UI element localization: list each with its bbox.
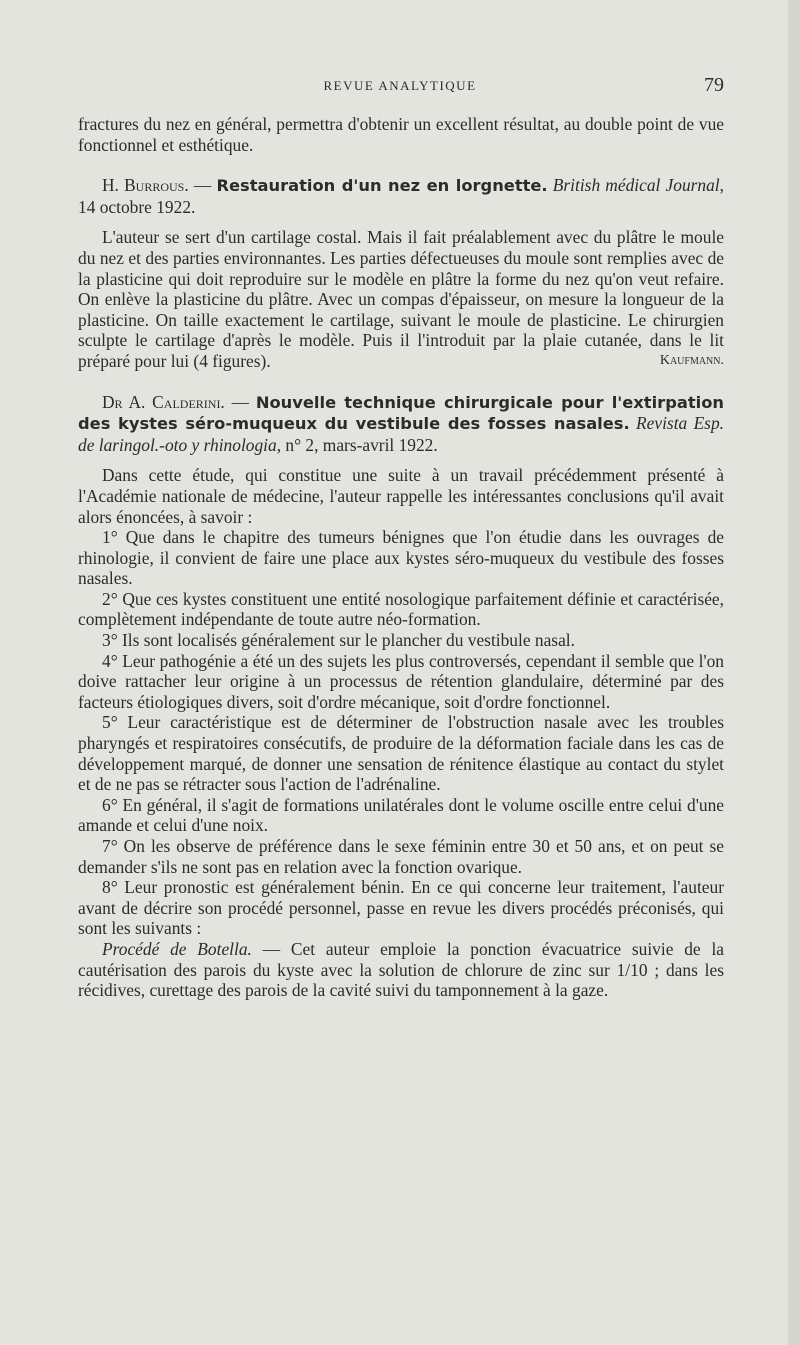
article-1-paragraph (78, 227, 724, 371)
article-1-citation (78, 175, 724, 217)
article-1-author: H. Burrous. (102, 175, 189, 196)
procedure-label: Procédé de Botella. (102, 938, 252, 959)
page-number: 79 (704, 74, 724, 96)
article-2-paragraph: 1° Que dans le chapitre des tumeurs bénignes que l'on étudie dans les ouvrages de rhinologie, il convient de faire une place aux kystes séro-muqueux du vestibule des fosses nasales. (78, 527, 724, 589)
article-2-paragraph: 8° Leur pronostic est généralement bénin. En ce qui concerne leur traitement, l'auteur avant de décrire son procédé personnel, passe en revue les divers procédés préconisés, qui sont les suivants : (78, 877, 724, 939)
page-header (76, 74, 724, 98)
article-2-paragraph: 3° Ils sont localisés généralement sur le plancher du vestibule nasal. (102, 630, 575, 651)
article-1-title: Restauration d'un nez en lorgnette. (216, 176, 548, 196)
intro-paragraph: fractures du nez en général, permettra d'obtenir un excellent résultat, au double point de vue fonctionnel et esthétique. (78, 114, 724, 155)
article-2-citation (78, 392, 724, 456)
procedure-text: — Cet auteur emploie la ponction évacuatrice suivie de la cautérisation des parois du kyste avec la solution de chlorure de zinc sur 1/10 ; dans les récidives, curettage des parois de la cavité suivi du tamponnement à la gaze. (78, 938, 724, 1001)
article-1-signature: Kaufmann. (659, 352, 724, 368)
article-2-title: Nouvelle technique chirurgicale pour l'extirpation des kystes séro-muqueux du vestibule des fosses nasales. (78, 392, 724, 434)
article-2-journal: Revista Esp. de laringol.-oto y rhinologia (78, 413, 724, 455)
article-1-text: L'auteur se sert d'un cartilage costal. Mais il fait préalablement avec du plâtre le moule du nez et des parties environnantes. Les parties défectueuses du moule sont remplies avec de la plasticine qui doit reproduire sur le modèle en plâtre la forme du nez qu'on veut refaire. On enlève la plasticine du plâtre. Avec un compas d'épaisseur, on mesure la longueur de la plasticine. On taille exactement le cartilage, suivant le moule de plasticine. Le chirurgien sculpte le cartilage d'après le modèle. Puis il l'introduit par la plaie cutanée, dans le lit préparé pour lui (4 figures). (78, 227, 724, 371)
article-2-paragraph: 7° On les observe de préférence dans le sexe féminin entre 30 et 50 ans, et on peut se demander s'ils ne sont pas en relation avec la fonction ovarique. (78, 836, 724, 877)
procedure-paragraph (78, 939, 724, 1001)
article-2-paragraph: 5° Leur caractéristique est de déterminer de l'obstruction nasale avec les troubles pharyngés et respiratoires consécutifs, de produire de la déformation faciale dans les cas de développement marqué, de donner une sensation de rénitence élastique au contact du stylet et de ne pas se rétracter sous l'action de l'adrénaline. (78, 712, 724, 795)
page-body (78, 114, 724, 1001)
article-1-journal: British médical Journal (547, 175, 720, 196)
article-2-author: Dr A. Calderini. (102, 391, 225, 412)
article-1-date: , 14 octobre 1922. (78, 175, 724, 217)
article-1-dash: — (188, 175, 217, 196)
article-2-date: , n° 2, mars-avril 1922. (276, 434, 438, 455)
article-2-paragraph: 2° Que ces kystes constituent une entité nosologique parfaitement définie et caractérisée, complètement indépendante de toute autre néo-formation. (78, 588, 724, 630)
article-2-paragraph: 4° Leur pathogénie a été un des sujets les plus controversés, cependant il semble que l'on doive rattacher leur origine à un processus de rétention glandulaire, déterminé par des facteurs étiologiques divers, soit d'ordre mécanique, soit d'ordre fonctionnel. (78, 650, 724, 712)
article-2-dash: — (224, 391, 256, 412)
article-2-paragraph: Dans cette étude, qui constitue une suite à un travail précédemment présenté à l'Académie nationale de médecine, l'auteur rappelle les intéressantes conclusions qu'il avait alors énoncées, à savoir : (78, 465, 724, 527)
article-2-paragraph: 6° En général, il s'agit de formations unilatérales dont le volume oscille entre celui d'une amande et celui d'une noix. (78, 794, 724, 836)
page-edge-shadow (788, 0, 800, 1345)
running-head: REVUE ANALYTIQUE (323, 78, 477, 93)
